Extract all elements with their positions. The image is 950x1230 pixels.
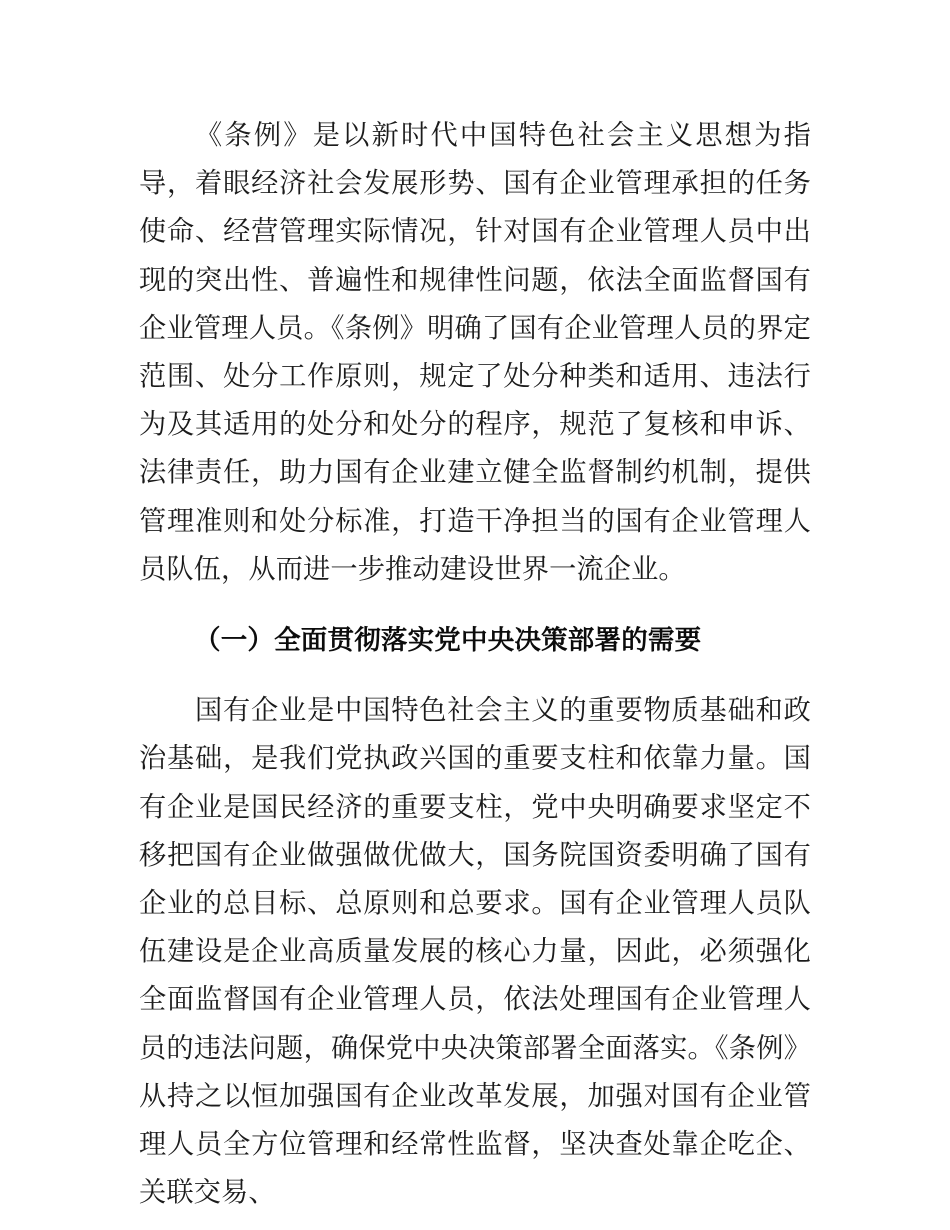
paragraph-1: 《条例》是以新时代中国特色社会主义思想为指导，着眼经济社会发展形势、国有企业管理承担的任务使命、经营管理实际情况，针对国有企业管理人员中出现的突出性、普遍性和规律性问题，依法全面监督国有企业管理人员。《条例》明确了国有企业管理人员的界定范围、处分工作原则，规定了处分种类和适用、违法行为及其适用的处分和处分的程序，规范了复核和申诉、法律责任，助力国有企业建立健全监督制约机制，提供管理准则和处分标准，打造干净担当的国有企业管理人员队伍，从而进一步推动建设世界一流企业。 [139,120,811,585]
spacer-before-heading [139,594,811,617]
paragraph-2: 国有企业是中国特色社会主义的重要物质基础和政治基础，是我们党执政兴国的重要支柱和依靠力量。国有企业是国民经济的重要支柱，党中央明确要求坚定不移把国有企业做强做优做大，国务院国资委明确了国有企业的总目标、总原则和总要求。国有企业管理人员队伍建设是企业高质量发展的核心力量，因此，必须强化全面监督国有企业管理人员，依法处理国有企业管理人员的违法问题，确保党中央决策部署全面落实。《条例》从持之以恒加强国有企业改革发展，加强对国有企业管理人员全方位管理和经常性监督，坚决查处靠企吃企、关联交易、 [139,695,811,1209]
section-heading-1: （一）全面贯彻落实党中央决策部署的需要 [194,625,702,657]
spacer-after-heading [139,665,811,687]
document-content [139,112,811,1217]
